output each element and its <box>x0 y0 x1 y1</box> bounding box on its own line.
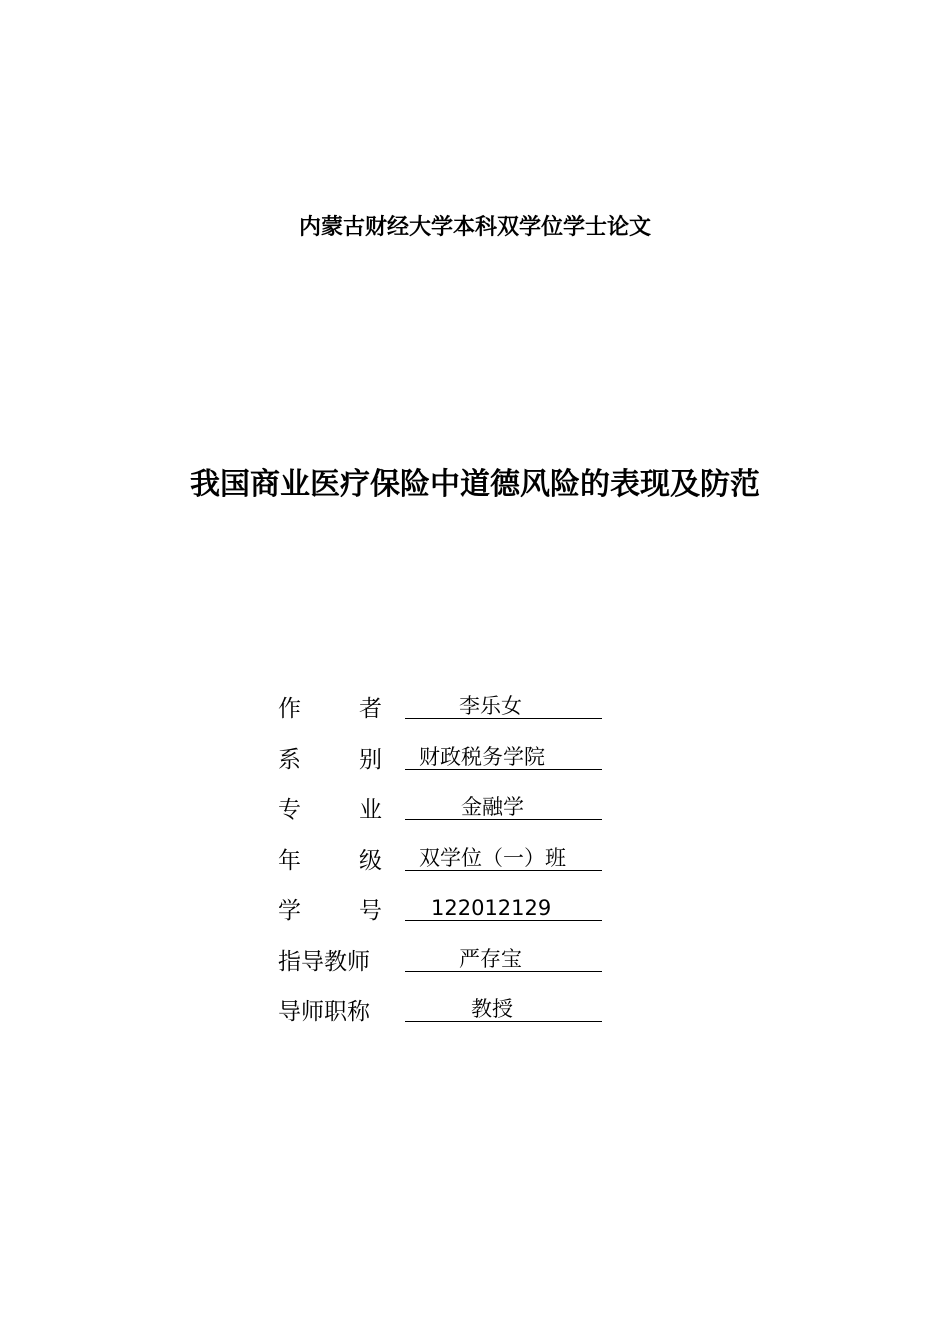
grade-value: 双学位（一）班 <box>405 840 602 871</box>
info-row-supervisor-title <box>278 991 608 1042</box>
info-row-major <box>278 789 608 840</box>
major-label: 专 业 <box>278 797 382 823</box>
info-row-author <box>278 688 608 739</box>
info-row-grade <box>278 840 608 891</box>
thesis-title: 我国商业医疗保险中道德风险的表现及防范 <box>190 467 760 502</box>
department-label: 系 别 <box>278 746 382 773</box>
info-row-student-id <box>278 890 608 941</box>
supervisor-label: 指导教师 <box>278 948 370 975</box>
major-value: 金融学 <box>405 789 602 820</box>
student-id-label: 学 号 <box>278 898 382 924</box>
supervisor-value: 严存宝 <box>405 941 602 972</box>
thesis-info-table <box>278 688 608 1042</box>
student-id-value: 122012129 <box>405 890 602 921</box>
supervisor-title-value: 教授 <box>405 991 602 1022</box>
department-value: 财政税务学院 <box>405 739 602 770</box>
info-row-department <box>278 739 608 790</box>
author-label: 作 者 <box>278 696 382 722</box>
grade-label: 年 级 <box>278 847 382 874</box>
supervisor-title-label: 导师职称 <box>278 999 370 1025</box>
info-row-supervisor <box>278 941 608 992</box>
university-title: 内蒙古财经大学本科双学位学士论文 <box>298 215 651 240</box>
author-value: 李乐女 <box>405 688 602 719</box>
